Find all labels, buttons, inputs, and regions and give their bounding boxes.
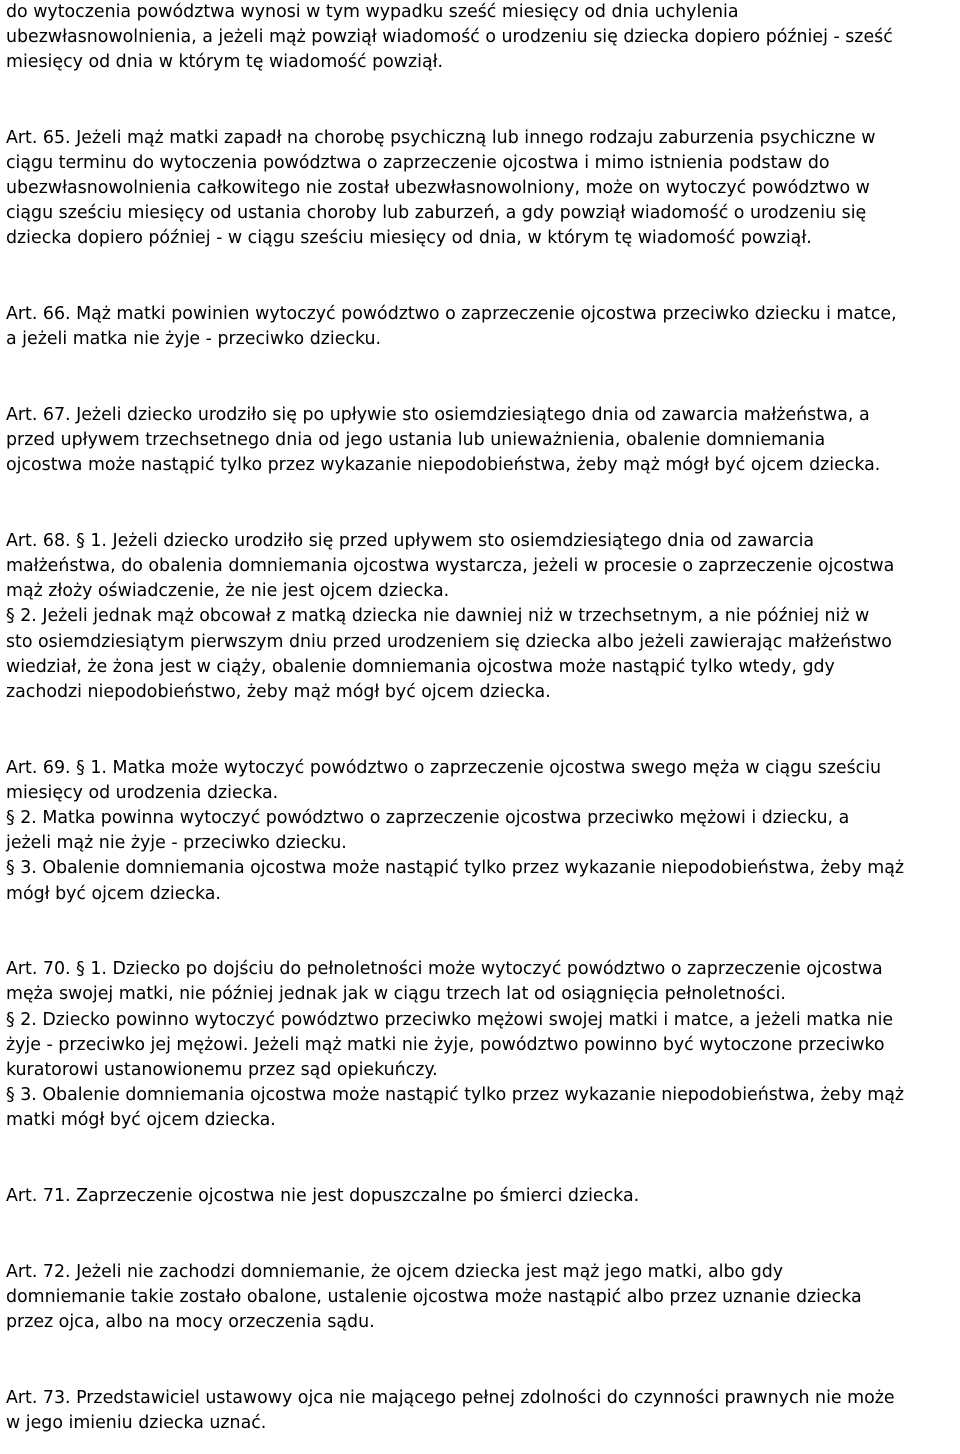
- text-line: jeżeli mąż nie żyje - przeciwko dziecku.: [6, 833, 347, 854]
- article-intro: [6, 0, 956, 76]
- text-line: § 2. Jeżeli jednak mąż obcował z matką dziecka nie dawniej niż w trzechsetnym, a nie później niż w: [6, 606, 870, 627]
- paragraph-gap: [6, 907, 956, 957]
- text-line: Art. 68. § 1. Jeżeli dziecko urodziło się przed upływem sto osiemdziesiątego dnia od zawarcia: [6, 530, 815, 551]
- text-line: Art. 73. Przedstawiciel ustawowy ojca nie mającego pełnej zdolności do czynności prawnych nie może: [6, 1387, 895, 1408]
- text-line: zachodzi niepodobieństwo, żeby mąż mógł być ojcem dziecka.: [6, 682, 551, 703]
- article-65: [6, 126, 956, 252]
- text-line: Art. 70. § 1. Dziecko po dojściu do pełnoletności może wytoczyć powództwo o zaprzeczenie ojcostwa: [6, 959, 883, 980]
- text-line: ubezwłasnowolnienia całkowitego nie został ubezwłasnowolniony, może on wytoczyć powództwo w: [6, 178, 870, 199]
- article-71: [6, 1184, 956, 1209]
- text-line: § 3. Obalenie domniemania ojcostwa może nastąpić tylko przez wykazanie niepodobieństwa, żeby mąż: [6, 1085, 904, 1106]
- text-line: małżeństwa, do obalenia domniemania ojcostwa wystarcza, jeżeli w procesie o zaprzeczenie ojcostwa: [6, 556, 895, 577]
- text-line: wiedział, że żona jest w ciąży, obalenie domniemania ojcostwa może nastąpić tylko wtedy, gdy: [6, 656, 835, 677]
- paragraph-gap: [6, 76, 956, 126]
- text-line: Art. 67. Jeżeli dziecko urodziło się po upływie sto osiemdziesiątego dnia od zawarcia małżeństwa, a: [6, 404, 870, 425]
- text-line: Art. 69. § 1. Matka może wytoczyć powództwo o zaprzeczenie ojcostwa swego męża w ciągu sześciu: [6, 757, 882, 778]
- text-line: przez ojca, albo na mocy orzeczenia sądu.: [6, 1312, 375, 1333]
- text-line: domniemanie takie zostało obalone, ustalenie ojcostwa może nastąpić albo przez uznanie dziecka: [6, 1286, 862, 1307]
- text-line: do wytoczenia powództwa wynosi w tym wypadku sześć miesięcy od dnia uchylenia: [6, 2, 739, 22]
- paragraph-gap: [6, 252, 956, 302]
- text-line: ojcostwa może nastąpić tylko przez wykazanie niepodobieństwa, żeby mąż mógł być ojcem dziecka.: [6, 455, 881, 476]
- article-72: [6, 1260, 956, 1336]
- text-line: ubezwłasnowolnienia, a jeżeli mąż powziął wiadomość o urodzeniu się dziecka dopiero później - sześć: [6, 27, 893, 48]
- text-line: przed upływem trzechsetnego dnia od jego ustania lub unieważnienia, obalenie domniemania: [6, 430, 826, 451]
- text-line: Art. 71. Zaprzeczenie ojcostwa nie jest dopuszczalne po śmierci dziecka.: [6, 1186, 640, 1207]
- article-70: [6, 957, 956, 1133]
- text-line: matki mógł być ojcem dziecka.: [6, 1110, 276, 1131]
- article-67: [6, 403, 956, 479]
- paragraph-gap: [6, 1209, 956, 1259]
- article-68: [6, 529, 956, 705]
- text-line: § 2. Dziecko powinno wytoczyć powództwo przeciwko mężowi swojej matki i matce, a jeżeli matka nie: [6, 1009, 894, 1030]
- text-line: mógł być ojcem dziecka.: [6, 883, 221, 904]
- text-line: żyje - przeciwko jej mężowi. Jeżeli mąż matki nie żyje, powództwo powinno być wytoczone przeciwko: [6, 1034, 885, 1055]
- paragraph-gap: [6, 1134, 956, 1184]
- text-line: § 3. Obalenie domniemania ojcostwa może nastąpić tylko przez wykazanie niepodobieństwa, żeby mąż: [6, 858, 904, 879]
- article-73: [6, 1386, 956, 1436]
- text-line: ciągu terminu do wytoczenia powództwa o zaprzeczenie ojcostwa i mimo istnienia podstaw do: [6, 152, 830, 173]
- paragraph-gap: [6, 705, 956, 755]
- text-line: Art. 65. Jeżeli mąż matki zapadł na chorobę psychiczną lub innego rodzaju zaburzenia psychiczne w: [6, 127, 876, 148]
- text-line: ciągu sześciu miesięcy od ustania choroby lub zaburzeń, a gdy powziął wiadomość o urodzeniu się: [6, 203, 867, 224]
- text-line: miesięcy od dnia w którym tę wiadomość powziął.: [6, 52, 444, 73]
- text-line: § 2. Matka powinna wytoczyć powództwo o zaprzeczenie ojcostwa przeciwko mężowi i dziecku, a: [6, 808, 850, 829]
- text-line: mąż złoży oświadczenie, że nie jest ojcem dziecka.: [6, 581, 450, 602]
- document-body: [6, 0, 956, 1436]
- paragraph-gap: [6, 1335, 956, 1385]
- text-line: Art. 66. Mąż matki powinien wytoczyć powództwo o zaprzeczenie ojcostwa przeciwko dziecku i matce,: [6, 304, 897, 325]
- article-69: [6, 756, 956, 907]
- text-line: dziecka dopiero później - w ciągu sześciu miesięcy od dnia, w którym tę wiadomość powziął.: [6, 228, 812, 249]
- article-66: [6, 302, 956, 352]
- text-line: a jeżeli matka nie żyje - przeciwko dziecku.: [6, 329, 382, 350]
- text-line: męża swojej matki, nie później jednak jak w ciągu trzech lat od osiągnięcia pełnoletności.: [6, 984, 786, 1005]
- text-line: sto osiemdziesiątym pierwszym dniu przed urodzeniem się dziecka albo jeżeli zawierając małżeństwo: [6, 631, 892, 652]
- text-line: miesięcy od urodzenia dziecka.: [6, 782, 279, 803]
- text-line: Art. 72. Jeżeli nie zachodzi domniemanie, że ojcem dziecka jest mąż jego matki, albo gdy: [6, 1261, 784, 1282]
- text-line: w jego imieniu dziecka uznać.: [6, 1412, 267, 1433]
- text-line: kuratorowi ustanowionemu przez sąd opiekuńczy.: [6, 1060, 438, 1081]
- paragraph-gap: [6, 478, 956, 528]
- paragraph-gap: [6, 352, 956, 402]
